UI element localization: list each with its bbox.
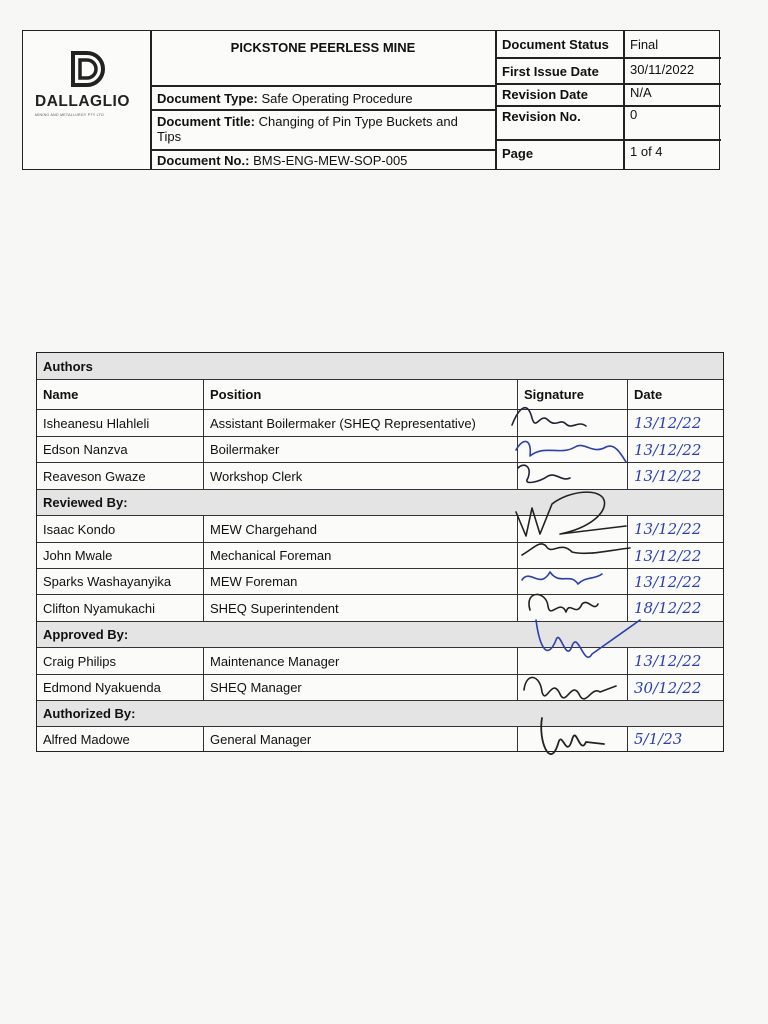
signer-position: Assistant Boilermaker (SHEQ Representative) [203, 410, 517, 436]
document-title [151, 111, 495, 147]
signature-cell [517, 543, 627, 568]
authorized-section-header [37, 700, 723, 726]
signer-name: Sparks Washayanyika [43, 574, 172, 589]
signature-cell [517, 727, 627, 751]
signer-position: Boilermaker [203, 437, 517, 462]
meta-label-status: Document Status [502, 37, 609, 52]
signer-name: John Mwale [43, 548, 113, 563]
meta-label-revision-no: Revision No. [502, 109, 581, 124]
table-row [37, 515, 723, 542]
reviewed-title: Reviewed By: [43, 495, 128, 510]
signer-name: Isaac Kondo [43, 521, 116, 537]
signature-cell [517, 675, 627, 700]
table-row [37, 647, 723, 674]
meta-label-first-issue: First Issue Date [502, 64, 599, 79]
meta-label-page: Page [502, 146, 534, 161]
mine-name: PICKSTONE PEERLESS MINE [230, 40, 416, 55]
authorized-title: Authorized By: [43, 706, 136, 721]
signer-date: 5/1/23 [627, 727, 723, 751]
doc-type-value: Safe Operating Procedure [261, 91, 413, 106]
meta-value-revision-no: 0 [630, 107, 638, 122]
signer-name: Craig Philips [43, 653, 116, 669]
authors-title: Authors [43, 358, 93, 374]
meta-value-revision-date: N/A [630, 85, 652, 100]
doc-title-line2: Tips [157, 129, 182, 144]
meta-value-first-issue: 30/11/2022 [630, 62, 695, 77]
approved-section-header [37, 621, 723, 647]
logo-tagline: MINING AND METALLURGY PTY LTD [35, 113, 104, 117]
doc-type-label: Document Type: [157, 91, 258, 106]
doc-title-label: Document Title: [157, 114, 255, 129]
doc-no-label: Document No.: [157, 153, 250, 168]
approved-title: Approved By: [43, 627, 129, 642]
signature-cell [517, 516, 627, 542]
signer-date: 13/12/22 [627, 437, 723, 462]
table-row [37, 726, 723, 751]
reviewed-section-header [37, 489, 723, 515]
signature-cell [517, 569, 627, 594]
signer-position: General Manager [203, 727, 517, 751]
signer-position: Workshop Clerk [203, 463, 517, 489]
signer-date: 13/12/22 [627, 569, 723, 594]
signature-cell [517, 648, 627, 674]
document-number [151, 150, 495, 171]
table-row [37, 409, 723, 436]
signer-position: MEW Chargehand [203, 516, 517, 542]
signer-date: 13/12/22 [627, 463, 723, 489]
column-header-row [37, 379, 723, 409]
signer-position: SHEQ Superintendent [203, 595, 517, 621]
signer-date: 18/12/22 [627, 595, 723, 621]
signer-position: MEW Foreman [203, 569, 517, 594]
signature-cell [517, 437, 627, 462]
authors-section-header [37, 353, 723, 379]
table-row [37, 542, 723, 568]
company-logo [23, 31, 151, 169]
signer-name: Edson Nanzva [43, 442, 128, 457]
signer-date: 13/12/22 [627, 516, 723, 542]
col-name: Name [43, 387, 79, 402]
signature-cell [517, 463, 627, 489]
col-date: Date [627, 380, 723, 409]
dallaglio-logo-icon [67, 49, 107, 89]
signer-name: Edmond Nyakuenda [43, 680, 161, 695]
signer-name: Alfred Madowe [43, 731, 130, 747]
table-row [37, 436, 723, 462]
document-type [151, 88, 495, 109]
table-row [37, 674, 723, 700]
signer-position: SHEQ Manager [203, 675, 517, 700]
col-signature: Signature [517, 380, 627, 409]
table-row [37, 568, 723, 594]
signer-date: 30/12/22 [627, 675, 723, 700]
meta-value-status: Final [630, 37, 659, 52]
table-row [37, 594, 723, 621]
signature-cell [517, 595, 627, 621]
doc-no-value: BMS-ENG-MEW-SOP-005 [253, 153, 408, 168]
signer-name: Isheanesu Hlahleli [43, 415, 150, 431]
signoff-table [36, 352, 724, 752]
signer-date: 13/12/22 [627, 648, 723, 674]
signer-date: 13/12/22 [627, 410, 723, 436]
signer-position: Maintenance Manager [203, 648, 517, 674]
signer-name: Reaveson Gwaze [43, 468, 146, 484]
signer-name: Clifton Nyamukachi [43, 600, 155, 616]
col-position: Position [203, 380, 517, 409]
meta-label-revision-date: Revision Date [502, 87, 588, 102]
document-header [22, 30, 720, 170]
table-row [37, 462, 723, 489]
doc-title-line1: Changing of Pin Type Buckets and [258, 114, 458, 129]
signature-cell [517, 410, 627, 436]
signer-position: Mechanical Foreman [203, 543, 517, 568]
signer-date: 13/12/22 [627, 543, 723, 568]
meta-value-page: 1 of 4 [630, 144, 663, 159]
logo-wordmark: DALLAGLIO [35, 93, 130, 110]
